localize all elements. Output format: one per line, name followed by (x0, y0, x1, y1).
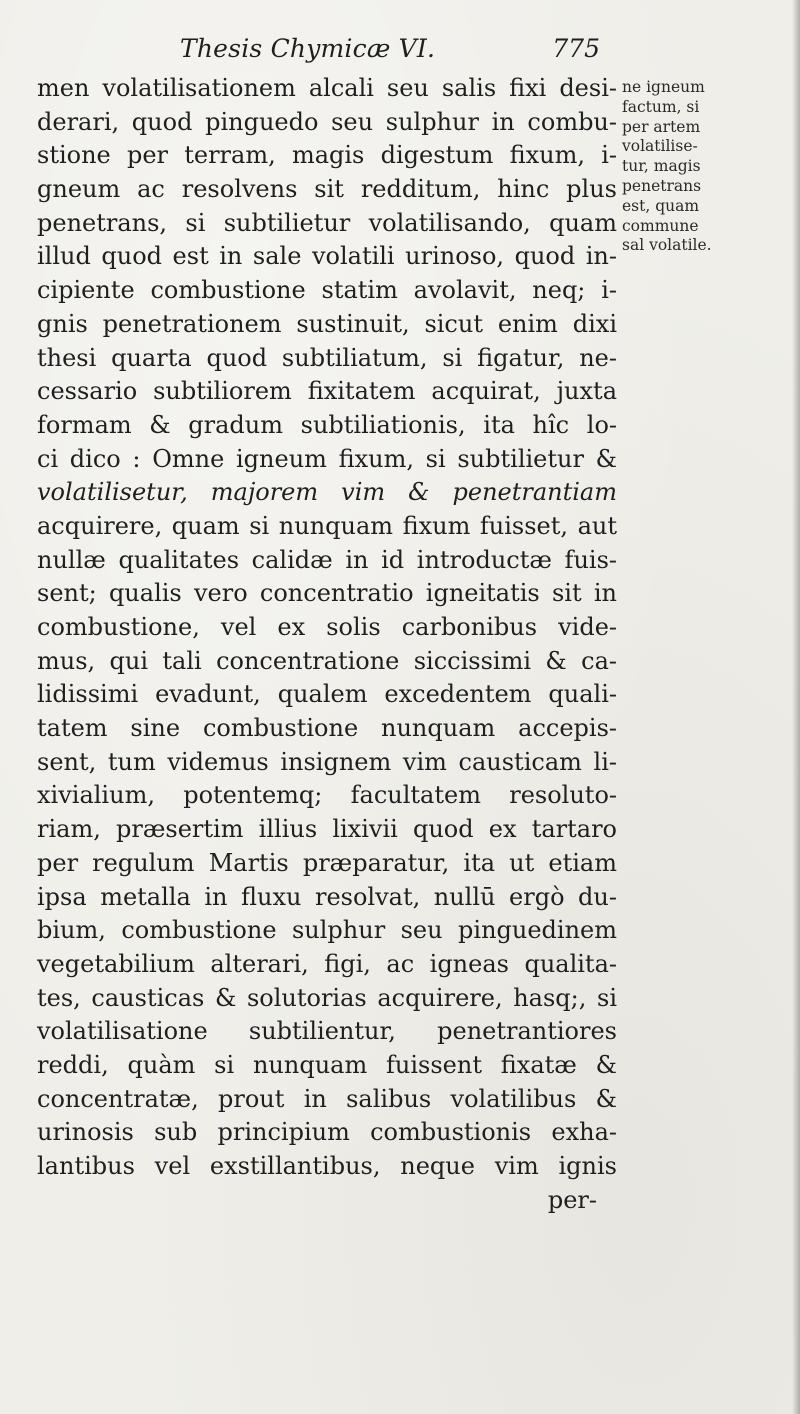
text-line: bium, combustione sulphur seu pinguedinem (37, 916, 617, 945)
text-line: combustione, vel ex solis carbonibus vide- (37, 613, 617, 641)
text-line: gnis penetrationem sustinuit, sicut enim dixi (37, 309, 617, 338)
marginal-note-line: commune (622, 216, 699, 235)
text-line: mus, qui tali concentratione siccissimi & ca- (37, 646, 617, 675)
page-header (180, 30, 600, 70)
marginal-note-line: ne igneum (622, 78, 705, 96)
catchword: per- (547, 1185, 597, 1214)
text-line: riam, præsertim illius lixivii quod ex tartaro (37, 815, 617, 844)
text-line: ci dico : Omne igneum fixum, si subtilietur & (37, 444, 617, 473)
text-line: gneum ac resolvens sit redditum, hinc plus (37, 175, 617, 204)
text-line: men volatilisationem alcali seu salis fixi desi- (37, 74, 617, 102)
marginal-note-line: est, quam (622, 196, 700, 215)
text-line: thesi quarta quod subtiliatum, si figatur, ne- (37, 343, 617, 372)
text-line-italic: volatilisetur, majorem vim & penetrantiam (37, 478, 617, 507)
text-line: per regulum Martis præparatur, ita ut etiam (37, 848, 617, 877)
text-line: sent, tum videmus insignem vim causticam li- (37, 747, 617, 776)
text-line: vegetabilium alterari, figi, ac igneas qualita- (37, 949, 617, 978)
text-line: lantibus vel exstillantibus, neque vim ignis (37, 1152, 617, 1180)
marginal-note-line: per artem (622, 117, 701, 136)
text-line: reddi, quàm si nunquam fuissent fixatæ & (37, 1050, 617, 1079)
text-line: tatem sine combustione nunquam accepis- (37, 714, 617, 743)
text-line: ipsa metalla in fluxu resolvat, nullū ergò du- (37, 882, 617, 911)
text-line: illud quod est in sale volatili urinoso, quod in- (37, 242, 617, 271)
marginal-note-line: volatilise- (622, 137, 698, 156)
text-line: sent; qualis vero concentratio igneitatis sit in (37, 579, 617, 608)
text-line: tes, causticas & solutorias acquirere, hasq;, si (37, 983, 617, 1012)
text-line: penetrans, si subtilietur volatilisando, quam (37, 208, 617, 237)
running-title: Thesis Chymicæ VI. (180, 34, 436, 63)
text-line: volatilisatione subtilientur, penetrantiores (37, 1017, 617, 1046)
marginal-note-line: penetrans (622, 176, 702, 195)
main-text-block (37, 72, 617, 1217)
text-line: urinosis sub principium combustionis exha- (37, 1118, 617, 1147)
text-line: lidissimi evadunt, qualem excedentem quali- (37, 680, 617, 709)
marginal-note-line: factum, si (622, 97, 700, 116)
text-line: cipiente combustione statim avolavit, neq; i- (37, 276, 617, 305)
text-line: formam & gradum subtiliationis, ita hîc lo- (37, 410, 617, 439)
marginal-note-line: tur, magis (622, 157, 701, 176)
page-number: 775 (552, 34, 600, 63)
text-line: nullæ qualitates calidæ in id introductæ fuis- (37, 545, 617, 574)
marginal-note-line: sal volatile. (622, 236, 712, 255)
text-line: cessario subtiliorem fixitatem acquirat, juxta (37, 377, 617, 406)
text-line: acquirere, quam si nunquam fixum fuisset, aut (37, 511, 617, 540)
page-edge-shadow (792, 0, 800, 1414)
text-line: xivialium, potentemq; facultatem resoluto- (37, 781, 617, 810)
marginal-note (622, 78, 792, 256)
text-line: stione per terram, magis digestum fixum, i- (37, 141, 617, 170)
text-line: derari, quod pinguedo seu sulphur in combu- (37, 107, 617, 136)
text-line: concentratæ, prout in salibus volatilibus & (37, 1084, 617, 1113)
